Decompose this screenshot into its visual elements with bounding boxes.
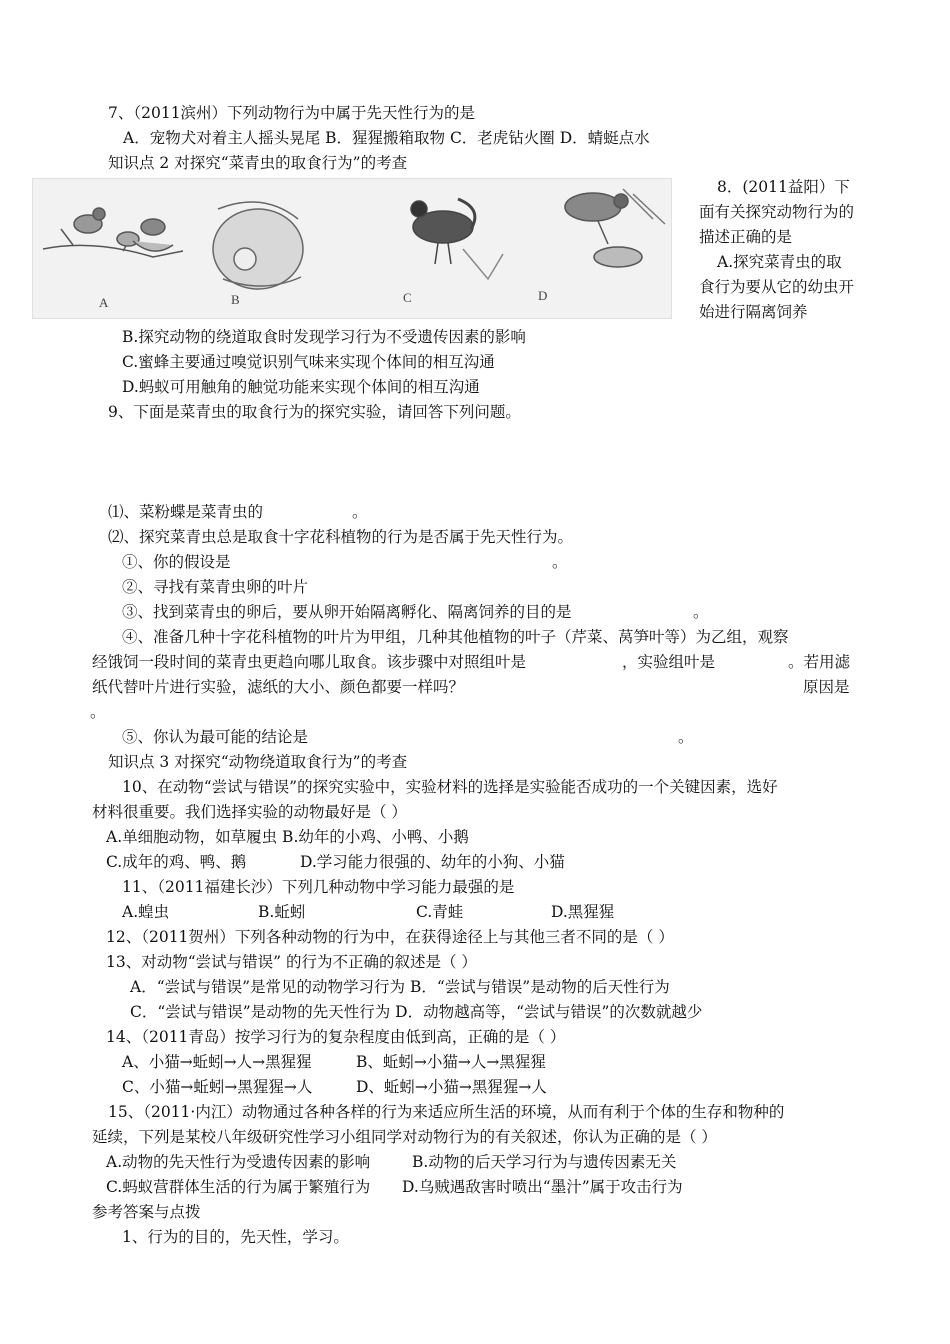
q15-optB: B.动物的后天学习行为与遗传因素无关 — [412, 1153, 677, 1171]
q13-line1: A．“尝试与错误”是常见的动物学习行为 B．“尝试与错误”是动物的后天性行为 — [130, 978, 670, 996]
q9-step4-line1: ④、准备几种十字花科植物的叶片为甲组，几种其他植物的叶子（芹菜、莴笋叶等）为乙组，观察 — [122, 628, 789, 646]
q10-optAB: A.单细胞动物，如草履虫 B.幼年的小鸡、小鸭、小鹅 — [106, 828, 469, 846]
q9-step3: ③、找到菜青虫的卵后，要从卵开始隔离孵化、隔离饲养的目的是 — [122, 603, 572, 621]
q11-optA: A.蝗虫 — [122, 903, 170, 921]
q8-optD: D.蚂蚁可用触角的触觉功能来实现个体间的相互沟通 — [122, 378, 480, 396]
q9-step4-line3a: 纸代替叶片进行实验，滤纸的大小、颜色都要一样吗？ — [92, 678, 465, 696]
q8-optB: B.探究动物的绕道取食时发现学习行为不受遗传因素的影响 — [122, 328, 526, 346]
animal-drawing-b — [213, 202, 303, 289]
q7-stem: 7、（2011滨州）下列动物行为中属于先天性行为的是 — [108, 104, 476, 122]
q9-step3-end: 。 — [693, 603, 709, 621]
q9-step2: ②、寻找有菜青虫卵的叶片 — [122, 578, 309, 596]
figure-label-c: C — [403, 290, 412, 305]
q14-optB: B、蚯蚓→小猫→人→黑猩猩 — [356, 1053, 546, 1071]
q8-optC: C.蜜蜂主要通过嗅觉识别气味来实现个体间的相互沟通 — [122, 353, 495, 371]
figure-illustration — [33, 179, 671, 318]
q15-stem-line1: 15、（2011·内江）动物通过各种各样的行为来适应所生活的环境，从而有利于个体的生存和物种的 — [108, 1103, 785, 1121]
q9-step5-end: 。 — [678, 728, 694, 746]
q15-stem-line2: 延续，下列是某校八年级研究性学习小组同学对动物行为的有关叙述，你认为正确的是（ ） — [92, 1128, 717, 1146]
rooster-drawing-c — [411, 199, 503, 279]
q9-step4-line2c: 。若用滤 — [788, 653, 851, 671]
q8-stem-line3: 描述正确的是 — [699, 228, 793, 246]
answer-1: 1、行为的目的，先天性，学习。 — [122, 1228, 349, 1246]
q14-optD: D、蚯蚓→小猫→黑猩猩→人 — [356, 1078, 547, 1096]
q10-stem-line2: 材料很重要。我们选择实验的动物最好是（ ） — [92, 803, 407, 821]
q14-optA: A、小猫→蚯蚓→人→黑猩猩 — [122, 1053, 312, 1071]
q7-options: A．宠物犬对着主人摇头晃尾 B．猩猩搬箱取物 C．老虎钻火圈 D．蜻蜓点水 — [123, 129, 650, 147]
knowledge-point-2: 知识点 2 对探究“菜青虫的取食行为”的考查 — [108, 154, 408, 172]
bird-drawing-a — [43, 208, 183, 257]
knowledge-point-3: 知识点 3 对探究“动物绕道取食行为”的考查 — [108, 753, 408, 771]
q13-line2: C．“尝试与错误”是动物的先天性行为 D．动物越高等，“尝试与错误”的次数就越少 — [130, 1003, 703, 1021]
figure-label-b: B — [231, 292, 240, 307]
q14-optC: C、小猫→蚯蚓→黑猩猩→人 — [122, 1078, 313, 1096]
q14-stem: 14、（2011青岛）按学习行为的复杂程度由低到高，正确的是（ ） — [106, 1028, 566, 1046]
q10-stem-line1: 10、在动物“尝试与错误”的探究实验中，实验材料的选择是实验能否成功的一个关键因素，选好 — [122, 778, 778, 796]
q9-step4-line4: 。 — [90, 703, 106, 721]
q9-stem: 9、下面是菜青虫的取食行为的探究实验，请回答下列问题。 — [108, 403, 521, 421]
answers-title: 参考答案与点拨 — [92, 1203, 201, 1221]
q9-part1-end: 。 — [352, 503, 368, 521]
bird-drawing-d — [565, 189, 665, 267]
q10-optD: D.学习能力很强的、幼年的小狗、小猫 — [300, 853, 565, 871]
q15-optC: C.蚂蚁营群体生活的行为属于繁殖行为 — [106, 1178, 371, 1196]
q8-optA-line3: 始进行隔离饲养 — [699, 303, 808, 321]
q9-step4-line2a: 经饿饲一段时间的菜青虫更趋向哪儿取食。该步骤中对照组叶是 — [92, 653, 527, 671]
q11-optC: C.青蛙 — [416, 903, 464, 921]
q8-stem-line2: 面有关探究动物行为的 — [699, 203, 855, 221]
q10-optC: C.成年的鸡、鸭、鹅 — [106, 853, 247, 871]
q9-step5: ⑤、你认为最可能的结论是 — [122, 728, 309, 746]
q9-part2: ⑵、探究菜青虫总是取食十字花科植物的行为是否属于先天性行为。 — [108, 528, 574, 546]
q8-optA-line1: A.探究菜青虫的取 — [717, 253, 842, 271]
q8-stem-line1: 8．(2011益阳）下 — [717, 178, 850, 196]
q8-optA-line2: 食行为要从它的幼虫开 — [699, 278, 855, 296]
q13-stem: 13、对动物“尝试与错误” 的行为不正确的叙述是（ ） — [106, 953, 477, 971]
q9-step4-line2b: ，实验组叶是 — [622, 653, 716, 671]
q11-stem: 11、（2011福建长沙）下列几种动物中学习能力最强的是 — [122, 878, 515, 896]
q9-part1: ⑴、菜粉蝶是菜青虫的 — [108, 503, 264, 521]
q9-step1-end: 。 — [552, 553, 568, 571]
q15-optA: A.动物的先天性行为受遗传因素的影响 — [106, 1153, 371, 1171]
q12-stem: 12、（2011贺州）下列各种动物的行为中，在获得途径上与其他三者不同的是（ ） — [106, 928, 674, 946]
q15-optD: D.乌贼遇敌害时喷出“墨汁”属于攻击行为 — [402, 1178, 683, 1196]
q11-optB: B.蚯蚓 — [258, 903, 306, 921]
animal-behavior-figure — [32, 178, 672, 319]
q11-optD: D.黑猩猩 — [551, 903, 615, 921]
q9-step4-line3b: 原因是 — [803, 678, 850, 696]
figure-label-d: D — [538, 288, 548, 303]
q9-step1: ①、你的假设是 — [122, 553, 231, 571]
figure-label-a: A — [99, 295, 109, 310]
